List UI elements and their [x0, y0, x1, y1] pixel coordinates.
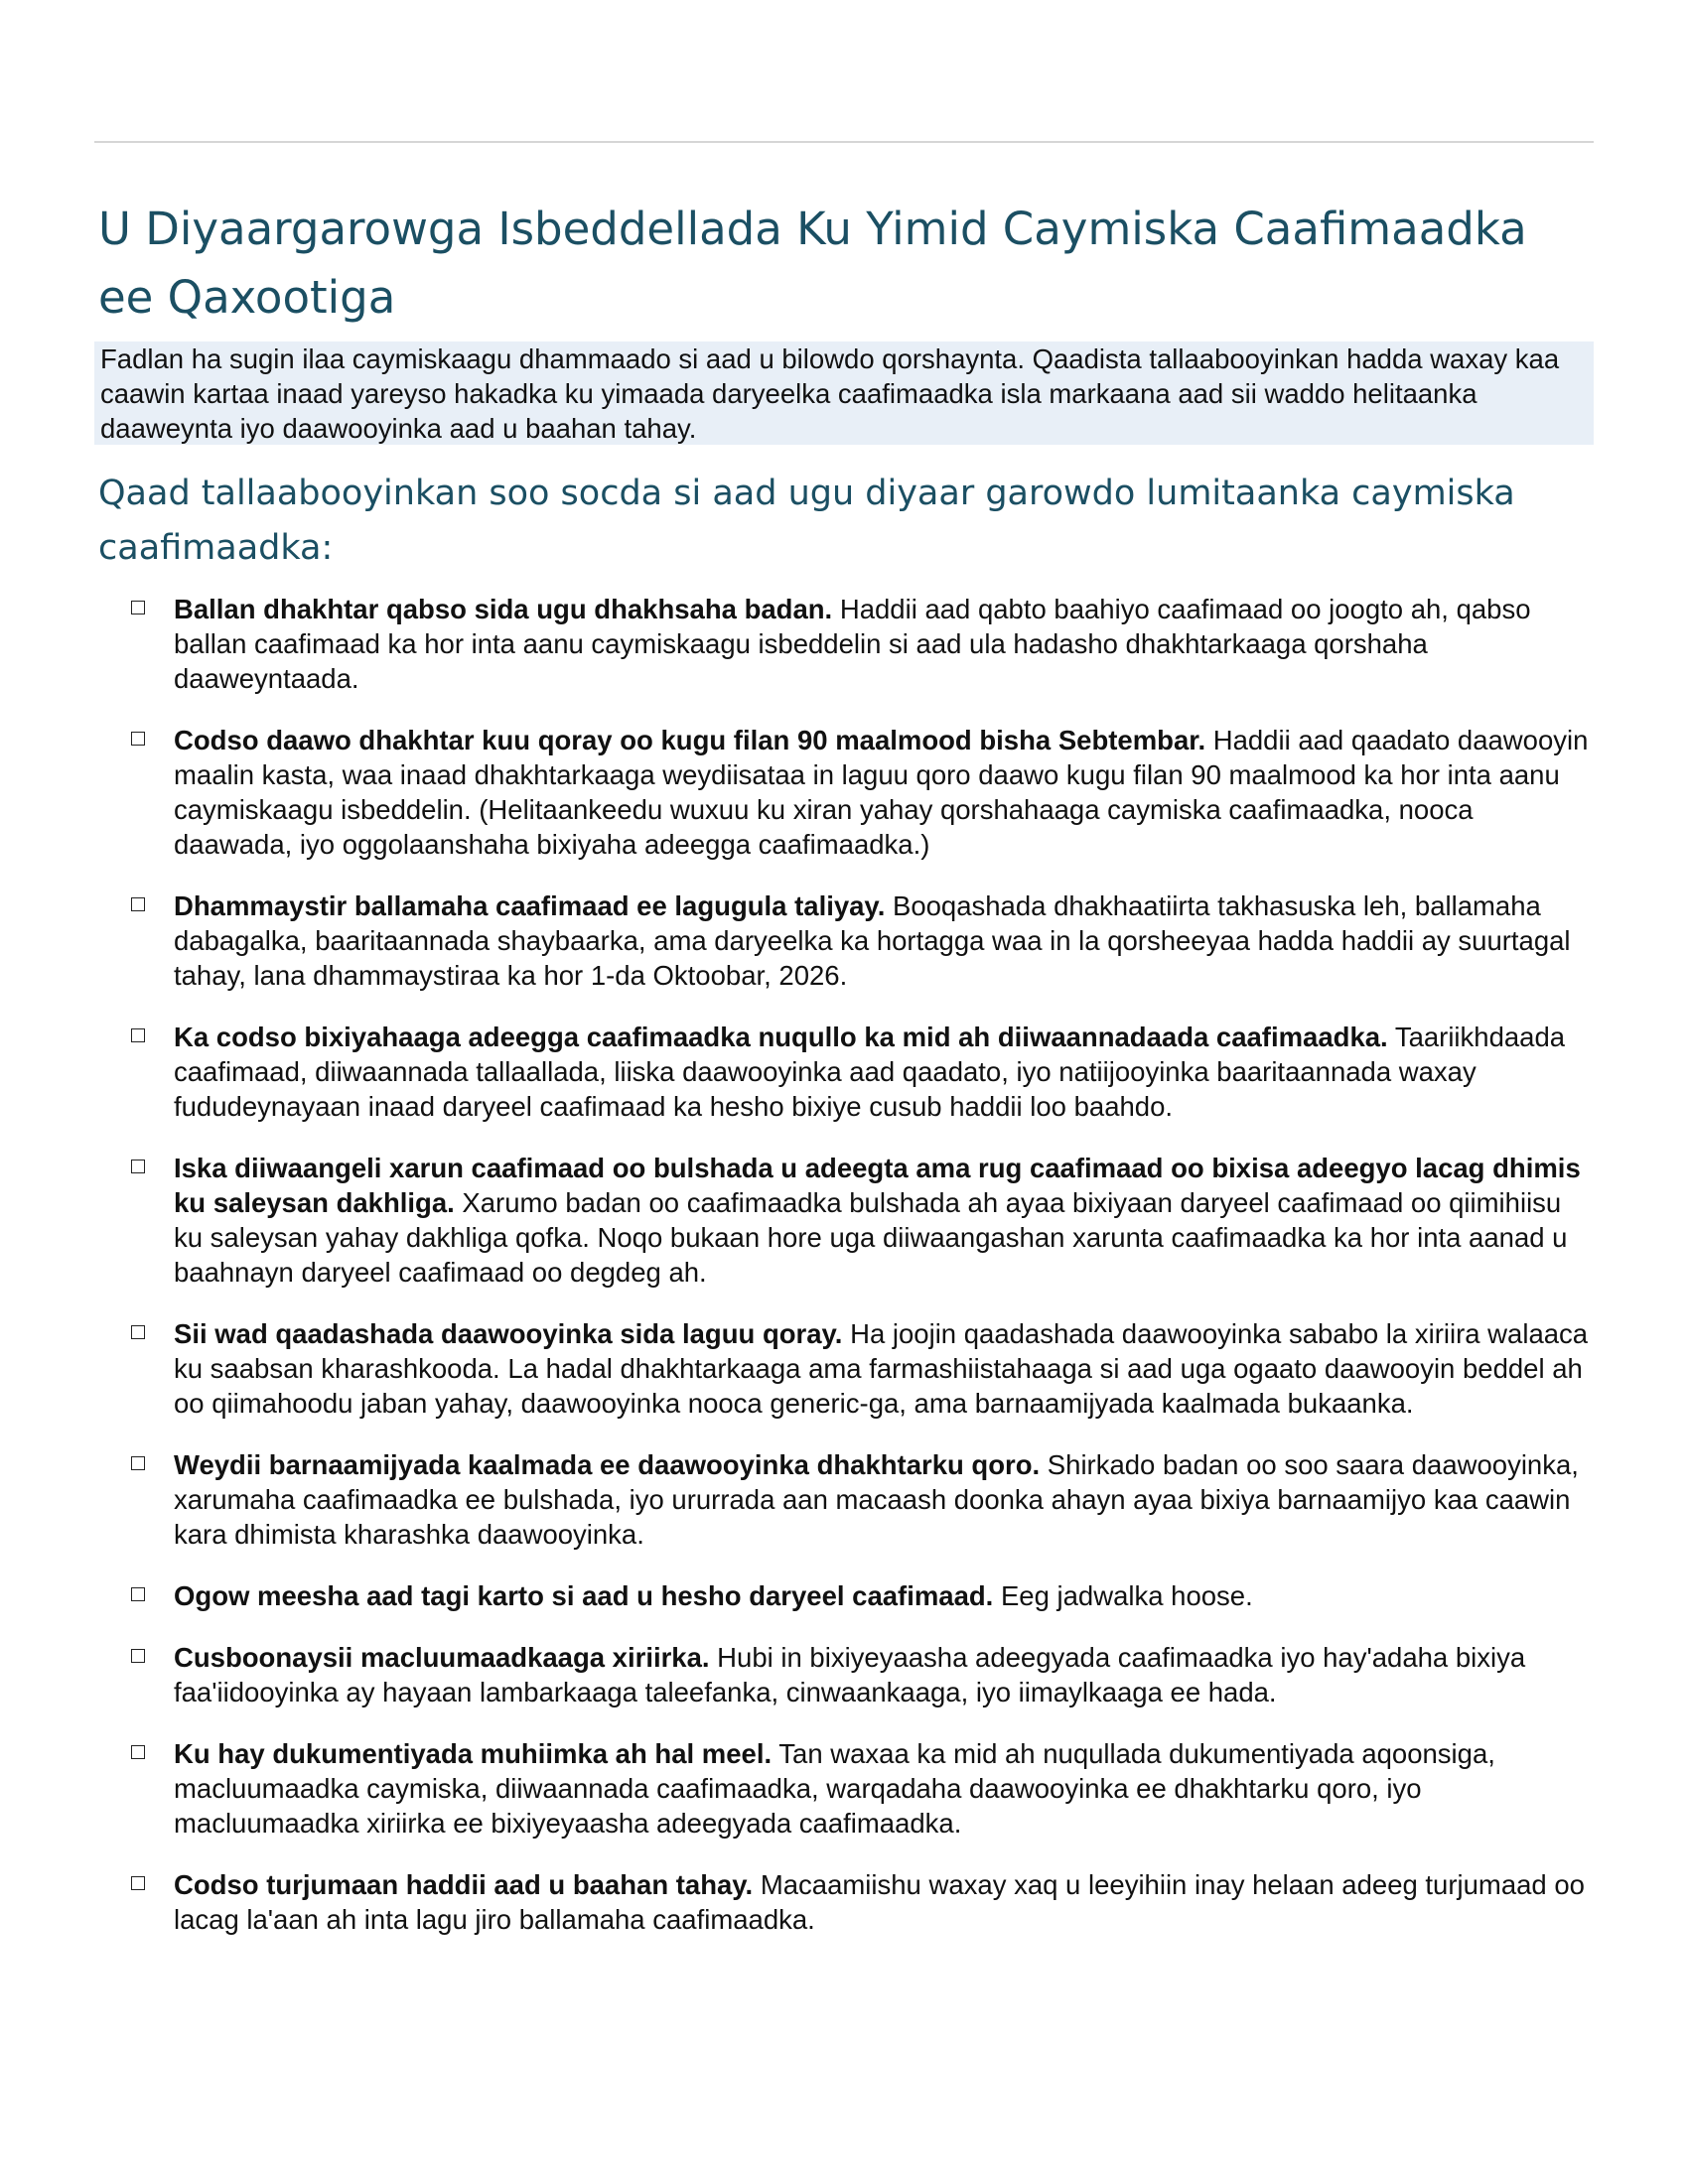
preparation-checklist — [94, 592, 1594, 1964]
checklist-item-lead: Codso daawo dhakhtar kuu qoray oo kugu filan 90 maalmood bisha Sebtembar. — [174, 725, 1206, 755]
checklist-item-body: Ha joojin qaadashada daawooyinka sababo la xiriira walaaca ku saabsan kharashkooda. La hadal dhakhtarkaaga ama farmashiistahaaga si aad uga ogaato daawooyin beddel ah oo qiimahoodu jaban yahay, daawooyinka nooca generic-ga, ama barnaamijyada kaalmada bukaanka. — [174, 1318, 1589, 1419]
checkbox-icon[interactable] — [131, 1876, 145, 1890]
checklist-item — [94, 1316, 1594, 1421]
checkbox-icon[interactable] — [131, 1456, 145, 1470]
checklist-item-lead: Weydii barnaamijyada kaalmada ee daawooyinka dhakhtarku qoro. — [174, 1449, 1041, 1480]
checklist-item — [94, 888, 1594, 993]
checklist-item-lead: Ku hay dukumentiyada muhiimka ah hal meel. — [174, 1738, 773, 1769]
checklist-item — [94, 1447, 1594, 1552]
checklist-item-lead: Sii wad qaadashada daawooyinka sida laguu qoray. — [174, 1318, 843, 1349]
checkbox-icon[interactable] — [131, 1745, 145, 1759]
header-divider — [94, 141, 1594, 143]
checkbox-icon[interactable] — [131, 1160, 145, 1173]
checklist-item-body: Xarumo badan oo caafimaadka bulshada ah ayaa bixiyaan daryeel caafimaad oo qiimihiisu ku saleysan yahay dakhliga qofka. Noqo bukaan hore uga diiwaangashan xarunta caafimaadka ka hor inta aanad u baahnayn daryeel caafimaad oo degdeg ah. — [174, 1187, 1568, 1288]
section-subheading: Qaad tallaabooyinkan soo socda si aad ugu diyaar garowdo lumitaanka caymiska caafimaadka: — [98, 474, 1515, 568]
page-title: U Diyaargarowga Isbeddellada Ku Yimid Caymiska Caafimaadka ee Qaxootiga — [98, 203, 1527, 324]
checklist-item-body: Hubi in bixiyeyaasha adeegyada caafimaadka iyo hay'adaha bixiya faa'iidooyinka ay hayaan lambarkaaga taleefanka, cinwaankaaga, iyo iimaylkaaga ee hada. — [174, 1642, 1526, 1707]
checklist-item — [94, 1640, 1594, 1709]
checkbox-icon[interactable] — [131, 1587, 145, 1601]
checklist-item-lead: Ballan dhakhtar qabso sida ugu dhakhsaha badan. — [174, 594, 833, 624]
checklist-item-body: Macaamiishu waxay xaq u leeyihiin inay helaan adeeg turjumaad oo lacag la'aan ah inta lagu jiro ballamaha caafimaadka. — [174, 1869, 1585, 1935]
checklist-item-body: Eeg jadwalka hoose. — [993, 1580, 1253, 1611]
checklist-item-lead: Iska diiwaangeli xarun caafimaad oo bulshada u adeegta ama rug caafimaad oo bixisa adeegyo lacag dhimis ku saleysan dakhliga. — [174, 1153, 1581, 1218]
checklist-item-body: Booqashada dhakhaatiirta takhasuska leh, ballamaha dabagalka, baaritaannada shaybaarka, ama daryeelka ka hortagga waa in la qorsheeyaa hadda haddii ay suurtagal tahay, lana dhammaystiraa ka hor 1-da Oktoobar, 2026. — [174, 890, 1571, 991]
checklist-item — [94, 592, 1594, 696]
checklist-item — [94, 1151, 1594, 1290]
checkbox-icon[interactable] — [131, 1028, 145, 1042]
checklist-item-body: Shirkado badan oo soo saara daawooyinka, xarumaha caafimaadka ee bulshada, iyo ururrada aan macaash doonka ahayn ayaa bixiya barnaamijyo kaa caawin kara dhimista kharashka daawooyinka. — [174, 1449, 1579, 1550]
document-page — [94, 0, 1594, 2184]
checklist-item-lead: Ogow meesha aad tagi karto si aad u hesho daryeel caafimaad. — [174, 1580, 994, 1611]
checkbox-icon[interactable] — [131, 732, 145, 746]
checklist-item-lead: Codso turjumaan haddii aad u baahan tahay. — [174, 1869, 754, 1900]
checklist-item — [94, 1736, 1594, 1841]
checklist-item-lead: Cusboonaysii macluumaadkaaga xiriirka. — [174, 1642, 710, 1673]
checkbox-icon[interactable] — [131, 1649, 145, 1663]
checklist-item-body: Haddii aad qaadato daawooyin maalin kasta, waa inaad dhakhtarkaaga weydiisataa in laguu qoro daawo kugu filan 90 maalmood ka hor inta aanu caymiskaagu isbeddelin. (Helitaankeedu wuxuu ku xiran yahay qorshahaaga caymiska caafimaadka, nooca daawada, iyo oggolaanshaha bixiyaha adeegga caafimaadka.) — [174, 725, 1589, 860]
checklist-item-body: Tan waxaa ka mid ah nuqullada dukumentiyada aqoonsiga, macluumaadka caymiska, diiwaannada caafimaadka, warqadaha daawooyinka ee dhakhtarku qoro, iyo macluumaadka xiriirka ee bixiyeyaasha adeegyada caafimaadka. — [174, 1738, 1495, 1839]
checklist-item — [94, 1867, 1594, 1937]
checklist-item-lead: Ka codso bixiyahaaga adeegga caafimaadka nuqullo ka mid ah diiwaannadaada caafimaadka. — [174, 1022, 1388, 1052]
checklist-item-lead: Dhammaystir ballamaha caafimaad ee lagugula taliyay. — [174, 890, 886, 921]
checklist-item — [94, 1020, 1594, 1124]
checklist-item — [94, 1578, 1594, 1613]
checkbox-icon[interactable] — [131, 601, 145, 614]
intro-paragraph: Fadlan ha sugin ilaa caymiskaagu dhammaado si aad u bilowdo qorshaynta. Qaadista tallaabooyinkan hadda waxay kaa caawin kartaa inaad yareyso hakadka ku yimaada daryeelka caafimaadka isla markaana aad sii waddo helitaanka daaweynta iyo daawooyinka aad u baahan tahay. — [94, 341, 1594, 445]
checkbox-icon[interactable] — [131, 897, 145, 911]
checklist-item-body: Taariikhdaada caafimaad, diiwaannada tallaallada, liiska daawooyinka aad qaadato, iyo natiijooyinka baaritaannada waxay fududeynayaan inaad daryeel caafimaad ka hesho bixiye cusub haddii loo baahdo. — [174, 1022, 1566, 1122]
checklist-item — [94, 723, 1594, 862]
checkbox-icon[interactable] — [131, 1325, 145, 1339]
checklist-item-body: Haddii aad qabto baahiyo caafimaad oo joogto ah, qabso ballan caafimaad ka hor inta aanu caymiskaagu isbeddelin si aad ula hadasho dhakhtarkaaga qorshaha daaweyntaada. — [174, 594, 1531, 694]
